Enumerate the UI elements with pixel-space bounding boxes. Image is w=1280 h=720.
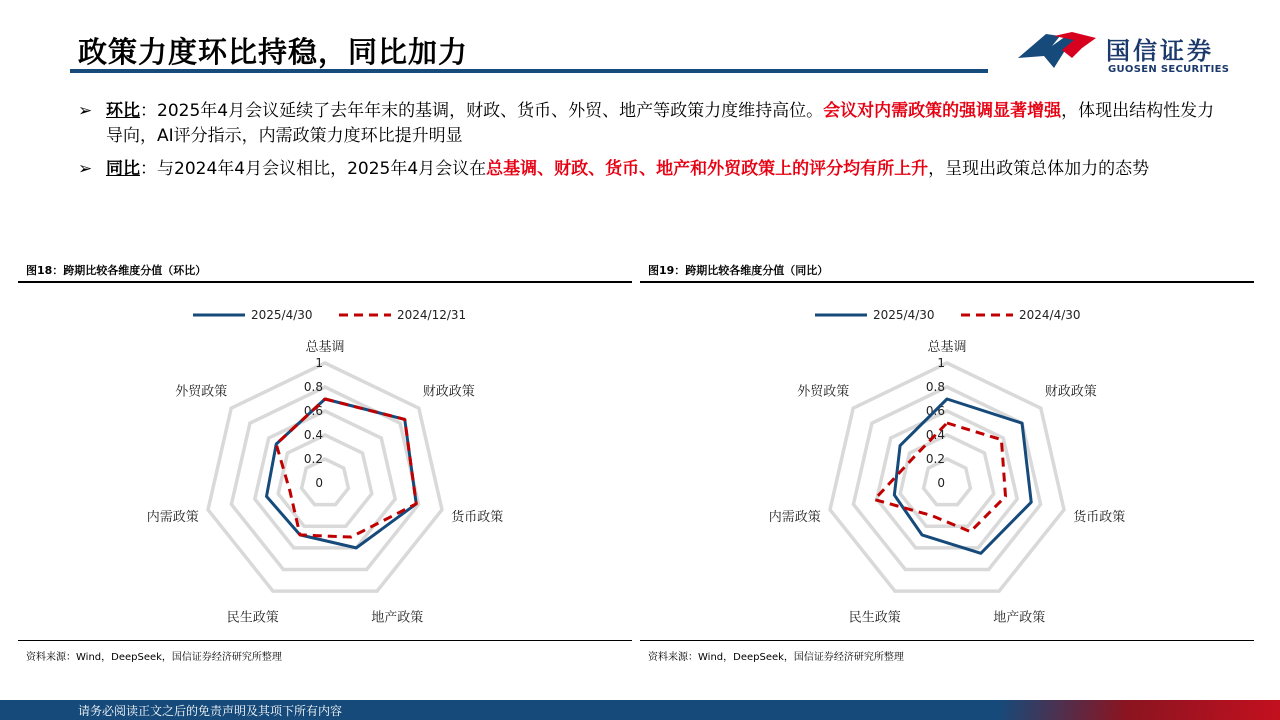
radar-tick-label: 0.2: [925, 452, 945, 466]
radar-category-label: 总基调: [305, 340, 345, 355]
bullet-highlight: 总基调、财政、货币、地产和外贸政策上的评分均有所上升: [486, 159, 929, 179]
radar-tick-label: 0.8: [303, 380, 323, 394]
radar-tick-label: 0: [937, 476, 945, 490]
radar-category-label: 地产政策: [993, 610, 1046, 626]
figure-title: 图19：跨期比较各维度分值（同比）: [648, 264, 829, 277]
radar-tick-label: 0.8: [925, 380, 945, 394]
radar-category-label: 地产政策: [371, 610, 424, 626]
radar-category-label: 总基调: [927, 340, 967, 355]
logo-text-cn: 国信证券: [1106, 37, 1214, 65]
logo-text-en: GUOSEN SECURITIES: [1108, 64, 1230, 75]
bullet-list: [78, 99, 1218, 190]
figure-bottom-rule: [640, 640, 1254, 641]
radar-category-label: 财政政策: [1044, 384, 1097, 400]
figure-source: 资料来源：Wind，DeepSeek，国信证券经济研究所整理: [648, 652, 904, 663]
figure-bottom-rule: [18, 640, 632, 641]
radar-grid-ring: [208, 363, 442, 591]
arrow-icon: ➢: [78, 101, 93, 121]
bullet-highlight: 会议对内需政策的强调显著增强: [823, 101, 1062, 121]
radar-category-label: 内需政策: [768, 509, 821, 525]
radar-tick-label: 0.6: [303, 404, 323, 418]
radar-chart-mom: [18, 290, 632, 635]
legend-label: 2025/4/30: [251, 308, 313, 322]
radar-grid-ring: [278, 435, 372, 526]
radar-category-label: 货币政策: [451, 509, 504, 525]
radar-category-label: 外贸政策: [797, 384, 850, 400]
bullet-text: ，呈现出政策总体加力的态势: [928, 159, 1150, 179]
bullet-lead: 环比: [106, 101, 140, 121]
figure-title: 图18：跨期比较各维度分值（环比）: [26, 264, 207, 277]
radar-tick-label: 0.4: [925, 428, 945, 442]
radar-category-label: 外贸政策: [175, 384, 228, 400]
radar-tick-label: 1: [937, 356, 945, 370]
radar-tick-label: 0.6: [925, 404, 945, 418]
title-underline: [70, 69, 988, 73]
figure-top-rule: [640, 281, 1254, 283]
footer-disclaimer: 请务必阅读正文之后的免责声明及其项下所有内容: [78, 704, 343, 718]
bullet-text: ，体现出结构性发力导向，AI评分指示，内需政策力度环比提升明显: [106, 101, 1215, 146]
bullet-text: ：与2024年4月会议相比，2025年4月会议在: [140, 159, 487, 179]
radar-category-label: 财政政策: [422, 384, 475, 400]
figure-top-rule: [18, 281, 632, 283]
footer-accent: [1000, 700, 1280, 720]
legend-label: 2024/12/31: [397, 308, 467, 322]
page-title: 政策力度环比持稳，同比加力: [78, 35, 469, 69]
bullet-item-yoy: [78, 157, 1218, 182]
radar-tick-label: 0: [315, 476, 323, 490]
radar-tick-label: 1: [315, 356, 323, 370]
legend-label: 2025/4/30: [873, 308, 935, 322]
bullet-lead: 同比: [106, 159, 140, 179]
figure-source: 资料来源：Wind，DeepSeek，国信证券经济研究所整理: [26, 652, 282, 663]
radar-category-label: 民生政策: [848, 610, 901, 626]
radar-grid-ring: [900, 435, 994, 526]
arrow-icon: ➢: [78, 159, 93, 179]
legend-label: 2024/4/30: [1019, 308, 1081, 322]
radar-category-label: 内需政策: [146, 509, 199, 525]
radar-tick-label: 0.4: [303, 428, 323, 442]
radar-category-label: 货币政策: [1073, 509, 1126, 525]
radar-chart-yoy: [640, 290, 1254, 635]
radar-category-label: 民生政策: [226, 610, 279, 626]
radar-tick-label: 0.2: [303, 452, 323, 466]
bullet-text: ：2025年4月会议延续了去年年末的基调，财政、货币、外贸、地产等政策力度维持高位。: [140, 101, 824, 121]
bullet-item-mom: [78, 99, 1218, 149]
